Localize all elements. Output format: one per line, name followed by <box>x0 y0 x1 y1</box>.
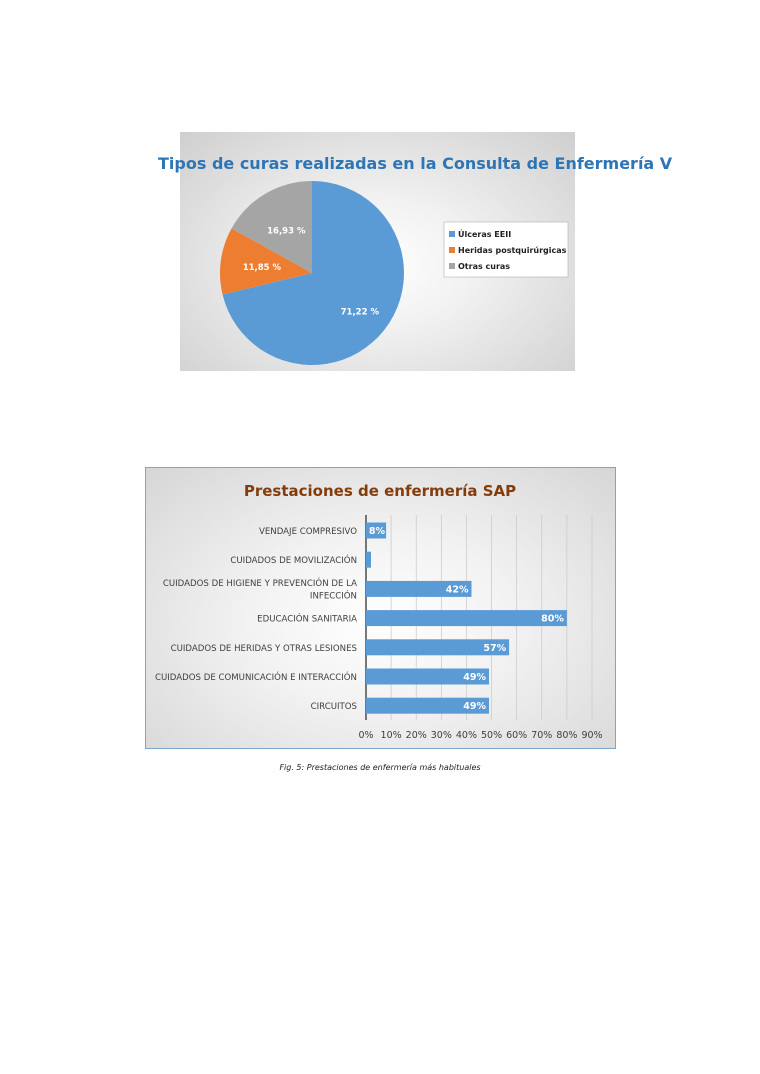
pie-legend-swatch <box>449 231 455 237</box>
x-tick-label: 30% <box>430 730 452 741</box>
category-label: CUIDADOS DE HERIDAS Y OTRAS LESIONES <box>170 643 357 654</box>
pie-chart-svg <box>158 132 673 371</box>
bar-data-label: 80% <box>541 613 564 625</box>
category-label: VENDAJE COMPRESIVO <box>258 527 357 537</box>
pie-legend-label: Heridas postquirúrgicas <box>458 246 567 255</box>
pie-legend-label: Otras curas <box>458 262 511 271</box>
pie-data-label: 71,22 % <box>340 307 379 318</box>
pie-legend-swatch <box>449 247 455 253</box>
x-tick-label: 60% <box>506 730 528 741</box>
pie-chart-title: Tipos de curas realizadas en la Consulta de Enfermería V <box>158 154 673 173</box>
category-label: CUIDADOS DE COMUNICACIÓN E INTERACCIÓN <box>154 673 357 683</box>
x-tick-label: 0% <box>358 730 374 741</box>
bar-data-label: 49% <box>463 672 486 683</box>
bar-data-label: 57% <box>483 642 507 654</box>
category-label: INFECCIÓN <box>309 591 357 602</box>
bar-chart-title: Prestaciones de enfermería SAP <box>243 482 517 500</box>
pie-data-label: 11,85 % <box>242 263 282 274</box>
x-tick-label: 90% <box>581 730 603 741</box>
bar-chart <box>145 467 616 749</box>
figure-caption: Fig. 5: Prestaciones de enfermería más habituales <box>279 763 481 772</box>
x-tick-label: 10% <box>380 730 402 741</box>
bar <box>366 610 567 626</box>
bar <box>366 552 371 568</box>
bar-data-label: 49% <box>463 701 486 713</box>
x-tick-label: 80% <box>556 730 578 741</box>
x-tick-label: 50% <box>480 730 503 741</box>
pie-legend-swatch <box>449 263 455 269</box>
bar-chart-svg <box>146 468 615 748</box>
x-tick-label: 40% <box>455 730 478 741</box>
x-tick-label: 70% <box>531 730 553 741</box>
category-label: CIRCUITOS <box>310 702 357 713</box>
category-label: CUIDADOS DE MOVILIZACIÓN <box>230 556 357 567</box>
category-label: CUIDADOS DE HIGIENE Y PREVENCIÓN DE LA <box>162 579 357 590</box>
pie-chart <box>158 132 673 371</box>
pie-legend-label: Úlceras EEII <box>458 230 512 239</box>
category-label: EDUCACIÓN SANITARIA <box>257 614 357 625</box>
x-tick-label: 20% <box>405 730 427 741</box>
bar-data-label: 8% <box>368 526 386 537</box>
bar-data-label: 42% <box>445 584 469 596</box>
pie-data-label: 16,93 % <box>267 226 306 237</box>
